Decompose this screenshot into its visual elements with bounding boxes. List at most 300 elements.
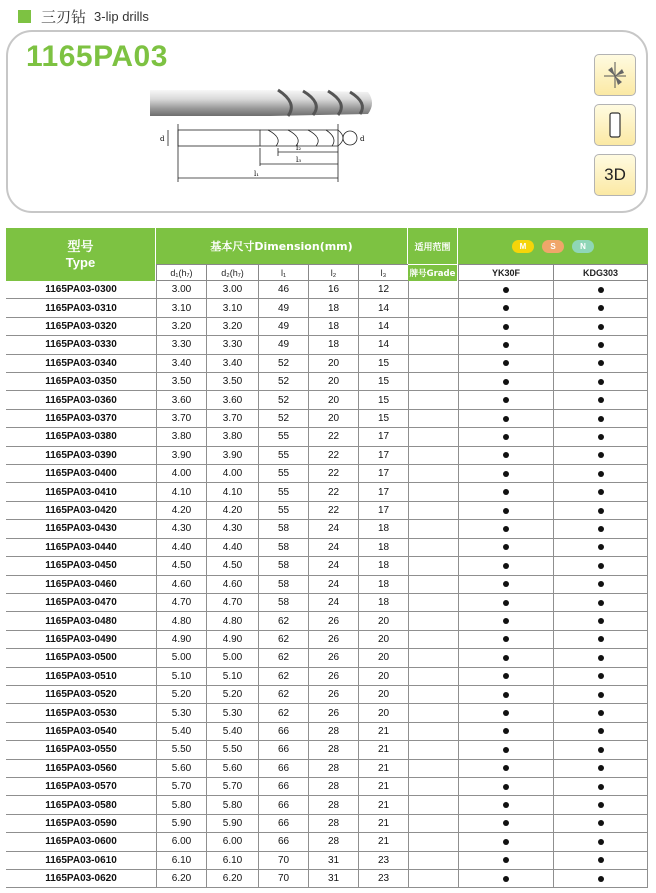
cell-type: 1165PA03-0560: [45, 762, 117, 774]
cell-d2: 4.30: [206, 520, 258, 537]
table-row: [6, 539, 648, 557]
cell-d1: 3.00: [156, 281, 206, 298]
cell-type: 1165PA03-0350: [45, 376, 117, 388]
cell-yk-availability: [458, 355, 553, 372]
cell-kdg-availability: [553, 741, 648, 758]
cell-yk-availability: [458, 318, 553, 335]
cell-d1: 3.50: [156, 373, 206, 390]
cell-scope: [408, 318, 458, 335]
cell-d1: 5.50: [156, 741, 206, 758]
cell-scope: [408, 741, 458, 758]
cell-l3: 15: [358, 410, 408, 427]
cell-d1: 3.80: [156, 428, 206, 445]
table-row: [6, 723, 648, 741]
cell-yk-availability: [458, 796, 553, 813]
cell-kdg-availability: [553, 336, 648, 353]
available-dot-icon: [598, 655, 604, 661]
table-row: [6, 778, 648, 796]
table-row: [6, 649, 648, 667]
cell-l1: 49: [258, 318, 308, 335]
available-dot-icon: [503, 360, 509, 366]
cell-l2: 16: [308, 281, 358, 298]
available-dot-icon: [598, 360, 604, 366]
table-row: [6, 796, 648, 814]
cell-type: 1165PA03-0490: [45, 633, 117, 645]
cell-type: 1165PA03-0600: [45, 836, 117, 848]
cell-type: 1165PA03-0370: [45, 413, 117, 425]
available-dot-icon: [598, 379, 604, 385]
cell-yk-availability: [458, 502, 553, 519]
cell-d1: 5.30: [156, 704, 206, 721]
available-dot-icon: [598, 820, 604, 826]
type-column-header: [6, 228, 156, 281]
cell-l1: 62: [258, 631, 308, 648]
cell-d2: 4.60: [206, 576, 258, 593]
available-dot-icon: [503, 452, 509, 458]
cell-l1: 66: [258, 796, 308, 813]
cell-yk-availability: [458, 833, 553, 850]
cell-type: 1165PA03-0610: [45, 854, 117, 866]
available-dot-icon: [598, 784, 604, 790]
l3-label: l₃: [296, 156, 302, 164]
cell-d1: 5.20: [156, 686, 206, 703]
available-dot-icon: [503, 508, 509, 514]
available-dot-icon: [503, 636, 509, 642]
table-row: [6, 668, 648, 686]
cell-yk-availability: [458, 852, 553, 869]
cell-yk-availability: [458, 465, 553, 482]
cell-scope: [408, 612, 458, 629]
col-l2-header: l₂: [308, 264, 358, 281]
available-dot-icon: [598, 876, 604, 882]
available-dot-icon: [598, 416, 604, 422]
available-dot-icon: [598, 287, 604, 293]
cell-scope: [408, 686, 458, 703]
available-dot-icon: [598, 765, 604, 771]
cell-kdg-availability: [553, 281, 648, 298]
dimension-header: [156, 228, 408, 264]
cell-l1: 58: [258, 539, 308, 556]
available-dot-icon: [598, 618, 604, 624]
available-dot-icon: [503, 526, 509, 532]
cell-type: 1165PA03-0330: [45, 339, 117, 351]
cell-l3: 15: [358, 391, 408, 408]
cell-l2: 22: [308, 483, 358, 500]
cell-l1: 52: [258, 355, 308, 372]
available-dot-icon: [503, 876, 509, 882]
cell-type: 1165PA03-0540: [45, 725, 117, 737]
cell-d1: 4.30: [156, 520, 206, 537]
cell-l2: 20: [308, 355, 358, 372]
table-row: [6, 870, 648, 888]
cell-d1: 5.60: [156, 760, 206, 777]
available-dot-icon: [503, 416, 509, 422]
cell-l3: 20: [358, 649, 408, 666]
cell-d1: 4.60: [156, 576, 206, 593]
table-row: [6, 410, 648, 428]
cell-scope: [408, 631, 458, 648]
cell-l2: 26: [308, 612, 358, 629]
cell-scope: [408, 668, 458, 685]
available-dot-icon: [598, 636, 604, 642]
l2-label: l₂: [296, 144, 302, 152]
cell-l2: 28: [308, 796, 358, 813]
shank-pictogram-icon: [594, 104, 636, 146]
cell-l2: 18: [308, 299, 358, 316]
available-dot-icon: [503, 342, 509, 348]
table-row: [6, 741, 648, 759]
cell-d1: 5.90: [156, 815, 206, 832]
available-dot-icon: [503, 434, 509, 440]
cell-type: 1165PA03-0460: [45, 578, 117, 590]
cell-scope: [408, 502, 458, 519]
cell-scope: [408, 723, 458, 740]
cell-l1: 46: [258, 281, 308, 298]
table-row: [6, 483, 648, 501]
available-dot-icon: [503, 802, 509, 808]
product-code: 1165PA03: [26, 40, 168, 73]
cell-d1: 5.00: [156, 649, 206, 666]
cell-type: 1165PA03-0420: [45, 505, 117, 517]
cell-d2: 3.70: [206, 410, 258, 427]
cell-type: 1165PA03-0480: [45, 615, 117, 627]
cell-kdg-availability: [553, 520, 648, 537]
cell-d2: 6.10: [206, 852, 258, 869]
material-n-badge: N: [572, 240, 594, 253]
cell-l1: 66: [258, 741, 308, 758]
available-dot-icon: [598, 342, 604, 348]
cell-d2: 4.20: [206, 502, 258, 519]
cell-scope: [408, 760, 458, 777]
material-s-badge: S: [542, 240, 564, 253]
cell-d1: 4.20: [156, 502, 206, 519]
available-dot-icon: [598, 452, 604, 458]
cell-d1: 4.70: [156, 594, 206, 611]
cell-l3: 14: [358, 299, 408, 316]
cell-scope: [408, 520, 458, 537]
available-dot-icon: [598, 563, 604, 569]
available-dot-icon: [598, 600, 604, 606]
cell-l1: 55: [258, 428, 308, 445]
available-dot-icon: [598, 489, 604, 495]
section-title-en: 3-lip drills: [94, 8, 149, 24]
cell-d1: 4.10: [156, 483, 206, 500]
cell-yk-availability: [458, 576, 553, 593]
cell-kdg-availability: [553, 594, 648, 611]
cell-l3: 20: [358, 612, 408, 629]
cell-l1: 70: [258, 870, 308, 887]
cell-d2: 5.40: [206, 723, 258, 740]
cell-l3: 21: [358, 833, 408, 850]
application-scope-label: 适用范围: [414, 242, 451, 253]
available-dot-icon: [503, 471, 509, 477]
table-row: [6, 447, 648, 465]
cell-yk-availability: [458, 391, 553, 408]
cell-scope: [408, 299, 458, 316]
cell-d2: 6.20: [206, 870, 258, 887]
3d-label: 3D: [604, 165, 626, 184]
cell-l2: 24: [308, 520, 358, 537]
available-dot-icon: [598, 728, 604, 734]
cell-d1: 6.10: [156, 852, 206, 869]
available-dot-icon: [598, 673, 604, 679]
cell-l1: 58: [258, 520, 308, 537]
cell-kdg-availability: [553, 465, 648, 482]
cell-l1: 52: [258, 410, 308, 427]
table-row: [6, 815, 648, 833]
cell-scope: [408, 852, 458, 869]
cell-d1: 4.50: [156, 557, 206, 574]
available-dot-icon: [598, 839, 604, 845]
cell-l1: 55: [258, 483, 308, 500]
cell-type: 1165PA03-0580: [45, 799, 117, 811]
cell-d2: 5.60: [206, 760, 258, 777]
cell-l1: 55: [258, 447, 308, 464]
table-row: [6, 373, 648, 391]
cell-l3: 20: [358, 668, 408, 685]
table-row: [6, 557, 648, 575]
cell-l1: 58: [258, 576, 308, 593]
available-dot-icon: [503, 747, 509, 753]
dimension-header-label: 基本尺寸Dimension(mm): [210, 240, 353, 253]
available-dot-icon: [503, 544, 509, 550]
cell-d2: 4.70: [206, 594, 258, 611]
cell-l2: 28: [308, 833, 358, 850]
product-panel: [6, 30, 648, 213]
cell-d1: 3.10: [156, 299, 206, 316]
cell-l3: 17: [358, 465, 408, 482]
cell-d2: 3.40: [206, 355, 258, 372]
table-row: [6, 281, 648, 299]
spec-table: [6, 228, 648, 890]
cell-d2: 5.70: [206, 778, 258, 795]
cell-l2: 18: [308, 318, 358, 335]
cell-l2: 22: [308, 447, 358, 464]
cell-d2: 4.40: [206, 539, 258, 556]
cell-d1: 3.70: [156, 410, 206, 427]
cell-l3: 14: [358, 336, 408, 353]
available-dot-icon: [598, 508, 604, 514]
cell-l3: 18: [358, 557, 408, 574]
d1-label: d: [360, 135, 365, 143]
cell-l3: 23: [358, 852, 408, 869]
cell-d2: 4.10: [206, 483, 258, 500]
cell-d2: 5.30: [206, 704, 258, 721]
cell-d2: 4.00: [206, 465, 258, 482]
cell-l3: 21: [358, 760, 408, 777]
l1-label: l₁: [254, 170, 260, 178]
table-row: [6, 336, 648, 354]
cell-yk-availability: [458, 299, 553, 316]
cell-yk-availability: [458, 281, 553, 298]
cell-kdg-availability: [553, 612, 648, 629]
cell-kdg-availability: [553, 649, 648, 666]
available-dot-icon: [598, 324, 604, 330]
cell-d1: 5.70: [156, 778, 206, 795]
cell-scope: [408, 778, 458, 795]
cell-l2: 31: [308, 870, 358, 887]
cell-l3: 18: [358, 594, 408, 611]
application-scope-header: [408, 228, 458, 264]
available-dot-icon: [503, 287, 509, 293]
cell-type: 1165PA03-0550: [45, 744, 117, 756]
cell-l3: 21: [358, 815, 408, 832]
cell-scope: [408, 815, 458, 832]
cell-l3: 18: [358, 520, 408, 537]
section-header: [18, 6, 149, 26]
cell-l2: 28: [308, 778, 358, 795]
cell-yk-availability: [458, 649, 553, 666]
available-dot-icon: [503, 324, 509, 330]
available-dot-icon: [598, 857, 604, 863]
cell-l2: 26: [308, 668, 358, 685]
cell-l2: 26: [308, 686, 358, 703]
d-label: d: [160, 135, 165, 143]
available-dot-icon: [503, 839, 509, 845]
cell-scope: [408, 410, 458, 427]
cell-l1: 66: [258, 723, 308, 740]
table-row: [6, 576, 648, 594]
col-d1-header: d₁(h₇): [156, 264, 206, 281]
cell-l3: 21: [358, 723, 408, 740]
cell-d2: 5.00: [206, 649, 258, 666]
cell-kdg-availability: [553, 723, 648, 740]
cell-l1: 62: [258, 686, 308, 703]
available-dot-icon: [598, 802, 604, 808]
cell-l1: 62: [258, 668, 308, 685]
cell-d2: 3.00: [206, 281, 258, 298]
cell-d2: 6.00: [206, 833, 258, 850]
available-dot-icon: [503, 618, 509, 624]
cell-d1: 3.20: [156, 318, 206, 335]
cell-scope: [408, 355, 458, 372]
cell-scope: [408, 391, 458, 408]
cell-yk-availability: [458, 594, 553, 611]
cell-kdg-availability: [553, 483, 648, 500]
cell-d2: 3.20: [206, 318, 258, 335]
cell-l3: 21: [358, 741, 408, 758]
cell-d2: 4.50: [206, 557, 258, 574]
cell-scope: [408, 539, 458, 556]
grade-header-label: 牌号Grade: [409, 269, 456, 279]
cell-kdg-availability: [553, 557, 648, 574]
cell-l3: 15: [358, 373, 408, 390]
cell-type: 1165PA03-0300: [45, 284, 117, 296]
cell-l3: 15: [358, 355, 408, 372]
cell-l3: 23: [358, 870, 408, 887]
cell-l2: 20: [308, 391, 358, 408]
cell-yk-availability: [458, 778, 553, 795]
table-row: [6, 704, 648, 722]
cell-kdg-availability: [553, 631, 648, 648]
cell-yk-availability: [458, 539, 553, 556]
cell-d2: 5.80: [206, 796, 258, 813]
section-title-cn: 三刃钻: [41, 7, 87, 26]
cell-type: 1165PA03-0570: [45, 781, 117, 793]
cell-type: 1165PA03-0520: [45, 689, 117, 701]
cell-l2: 22: [308, 428, 358, 445]
cell-l2: 20: [308, 373, 358, 390]
cell-l2: 28: [308, 815, 358, 832]
cell-yk-availability: [458, 631, 553, 648]
cell-l1: 55: [258, 502, 308, 519]
available-dot-icon: [503, 692, 509, 698]
grade-header: [408, 264, 458, 281]
cell-kdg-availability: [553, 502, 648, 519]
cell-scope: [408, 649, 458, 666]
available-dot-icon: [598, 471, 604, 477]
cell-kdg-availability: [553, 668, 648, 685]
cell-d2: 5.50: [206, 741, 258, 758]
cell-d2: 3.80: [206, 428, 258, 445]
available-dot-icon: [598, 305, 604, 311]
cell-l3: 21: [358, 796, 408, 813]
cell-yk-availability: [458, 723, 553, 740]
cell-type: 1165PA03-0450: [45, 560, 117, 572]
cell-kdg-availability: [553, 870, 648, 887]
cell-d1: 3.60: [156, 391, 206, 408]
cell-scope: [408, 483, 458, 500]
cell-kdg-availability: [553, 373, 648, 390]
table-row: [6, 428, 648, 446]
available-dot-icon: [598, 581, 604, 587]
cell-d1: 4.90: [156, 631, 206, 648]
available-dot-icon: [503, 397, 509, 403]
cell-type: 1165PA03-0590: [45, 817, 117, 829]
cell-l2: 24: [308, 557, 358, 574]
available-dot-icon: [503, 563, 509, 569]
cell-l3: 18: [358, 539, 408, 556]
cell-l1: 58: [258, 594, 308, 611]
cell-kdg-availability: [553, 778, 648, 795]
cell-d2: 3.90: [206, 447, 258, 464]
cell-yk-availability: [458, 815, 553, 832]
available-dot-icon: [598, 747, 604, 753]
cell-scope: [408, 428, 458, 445]
cell-l3: 20: [358, 686, 408, 703]
cell-l3: 17: [358, 502, 408, 519]
cell-type: 1165PA03-0400: [45, 468, 117, 480]
cell-kdg-availability: [553, 576, 648, 593]
cell-l2: 26: [308, 704, 358, 721]
cell-scope: [408, 336, 458, 353]
cell-kdg-availability: [553, 796, 648, 813]
cell-yk-availability: [458, 668, 553, 685]
cell-d2: 3.10: [206, 299, 258, 316]
cell-type: 1165PA03-0470: [45, 597, 117, 609]
available-dot-icon: [503, 820, 509, 826]
cell-l3: 20: [358, 704, 408, 721]
cell-scope: [408, 373, 458, 390]
cell-l1: 66: [258, 833, 308, 850]
cell-l3: 20: [358, 631, 408, 648]
cell-scope: [408, 870, 458, 887]
type-header-cn: 型号: [67, 239, 94, 255]
col-kdg303-header: KDG303: [553, 264, 648, 281]
cell-yk-availability: [458, 870, 553, 887]
available-dot-icon: [503, 305, 509, 311]
cell-scope: [408, 281, 458, 298]
cell-kdg-availability: [553, 815, 648, 832]
col-yk30f-header: YK30F: [458, 264, 553, 281]
table-row: [6, 299, 648, 317]
cell-scope: [408, 594, 458, 611]
cell-l1: 66: [258, 815, 308, 832]
cell-l3: 14: [358, 318, 408, 335]
cell-l2: 18: [308, 336, 358, 353]
cell-l2: 28: [308, 760, 358, 777]
cell-d2: 5.20: [206, 686, 258, 703]
